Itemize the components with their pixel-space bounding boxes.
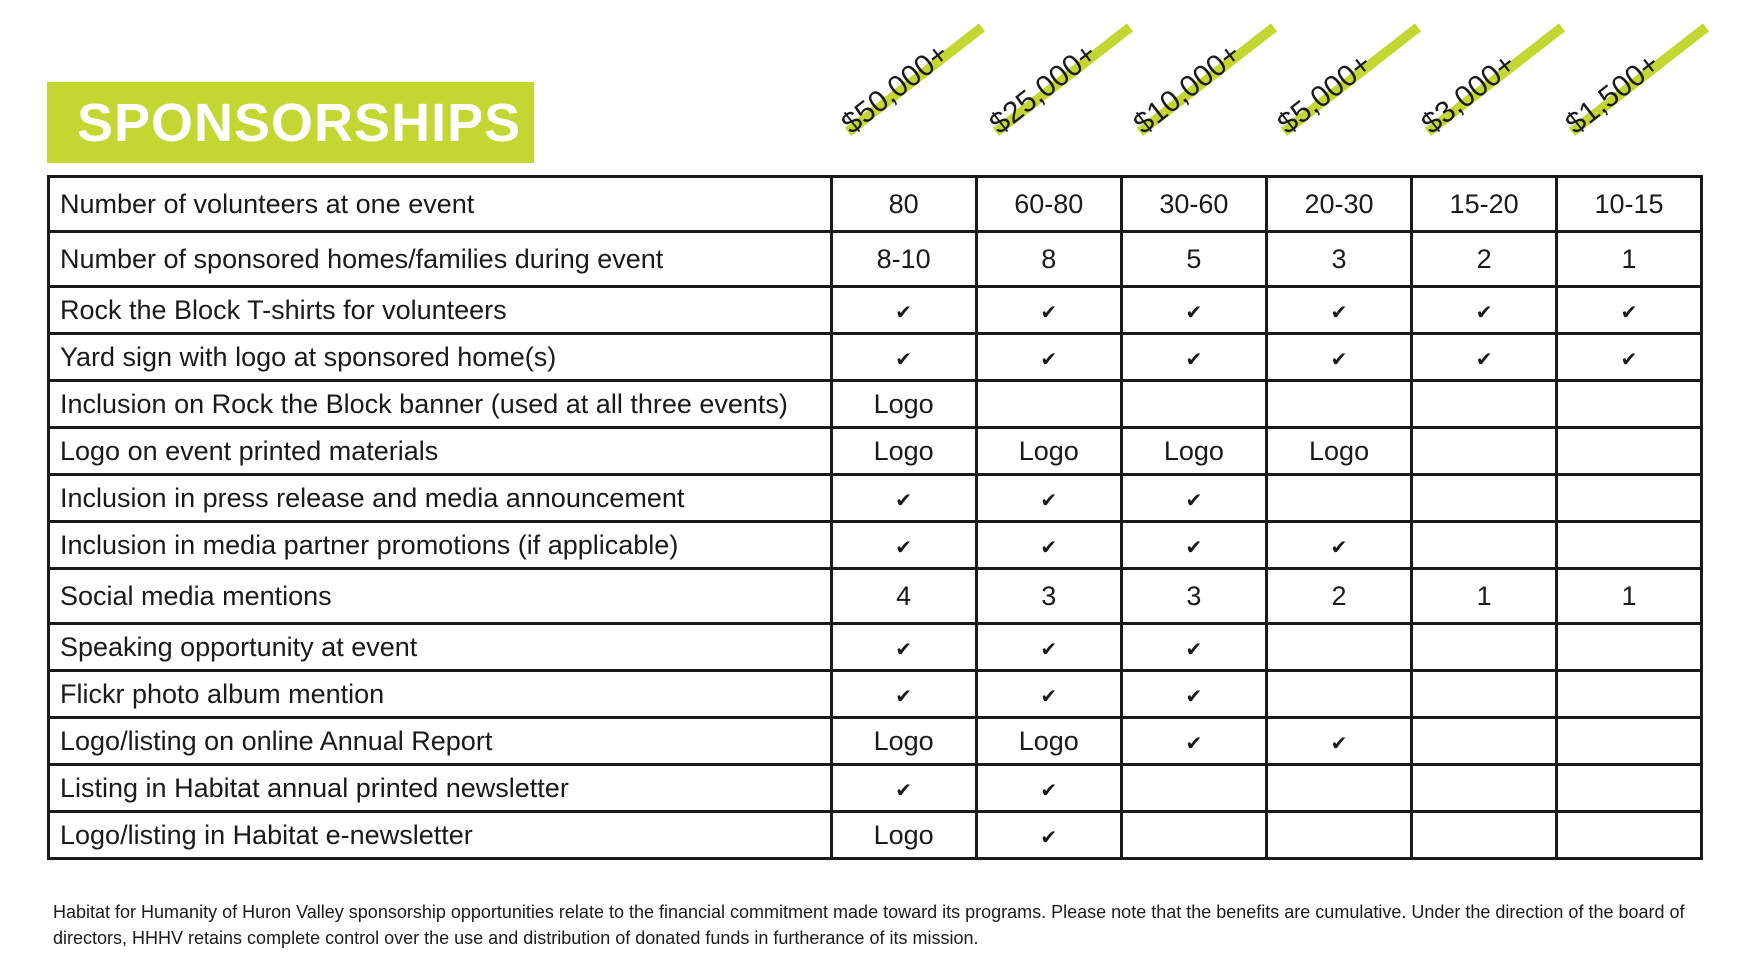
value-cell: 10-15 — [1557, 177, 1702, 232]
empty-cell — [1121, 812, 1266, 859]
checkmark-icon: ✔ — [895, 489, 913, 512]
empty-cell — [1266, 765, 1411, 812]
checkmark-icon: ✔ — [1185, 489, 1203, 512]
tier-header — [1559, 35, 1712, 185]
value-cell: 3 — [1121, 569, 1266, 624]
tier-label: $25,000+ — [983, 37, 1104, 141]
checkmark-icon: ✔ — [1185, 536, 1203, 559]
checkmark-icon: ✔ — [1475, 348, 1493, 371]
check-cell — [976, 334, 1121, 381]
check-cell — [831, 522, 976, 569]
table-row — [49, 232, 1702, 287]
row-label: Inclusion in media partner promotions (if applicable) — [49, 522, 832, 569]
empty-cell — [976, 381, 1121, 428]
value-cell: 8-10 — [831, 232, 976, 287]
value-cell: 80 — [831, 177, 976, 232]
empty-cell — [1412, 428, 1557, 475]
row-label: Rock the Block T-shirts for volunteers — [49, 287, 832, 334]
check-cell — [976, 671, 1121, 718]
table-row — [49, 287, 1702, 334]
table-row — [49, 428, 1702, 475]
title-banner — [47, 82, 534, 163]
checkmark-icon: ✔ — [1330, 536, 1348, 559]
check-cell — [831, 287, 976, 334]
checkmark-icon: ✔ — [1185, 638, 1203, 661]
empty-cell — [1412, 671, 1557, 718]
value-cell: 60-80 — [976, 177, 1121, 232]
check-cell — [976, 287, 1121, 334]
check-cell — [1121, 671, 1266, 718]
tier-header — [983, 35, 1136, 185]
empty-cell — [1266, 475, 1411, 522]
check-cell — [1412, 287, 1557, 334]
empty-cell — [1412, 812, 1557, 859]
table-row — [49, 334, 1702, 381]
check-cell — [1266, 522, 1411, 569]
check-cell — [1557, 287, 1702, 334]
empty-cell — [1557, 381, 1702, 428]
value-cell: 4 — [831, 569, 976, 624]
check-cell — [1412, 334, 1557, 381]
row-label: Logo/listing in Habitat e-newsletter — [49, 812, 832, 859]
tier-label: $10,000+ — [1127, 37, 1248, 141]
check-cell — [831, 624, 976, 671]
empty-cell — [1266, 624, 1411, 671]
table-row — [49, 765, 1702, 812]
row-label: Flickr photo album mention — [49, 671, 832, 718]
value-cell: 2 — [1412, 232, 1557, 287]
table-row — [49, 718, 1702, 765]
empty-cell — [1557, 475, 1702, 522]
check-cell — [976, 624, 1121, 671]
value-cell: 8 — [976, 232, 1121, 287]
checkmark-icon: ✔ — [1040, 685, 1058, 708]
check-cell — [976, 522, 1121, 569]
check-cell — [1121, 718, 1266, 765]
check-cell — [831, 334, 976, 381]
value-cell: Logo — [831, 812, 976, 859]
checkmark-icon: ✔ — [1185, 732, 1203, 755]
check-cell — [976, 765, 1121, 812]
check-cell — [976, 812, 1121, 859]
check-cell — [831, 475, 976, 522]
check-cell — [1121, 475, 1266, 522]
row-label: Logo on event printed materials — [49, 428, 832, 475]
empty-cell — [1557, 812, 1702, 859]
checkmark-icon: ✔ — [1330, 348, 1348, 371]
table-row — [49, 624, 1702, 671]
check-cell — [1557, 334, 1702, 381]
check-cell — [1121, 522, 1266, 569]
tier-header — [835, 35, 988, 185]
row-label: Social media mentions — [49, 569, 832, 624]
check-cell — [1121, 624, 1266, 671]
table-row — [49, 522, 1702, 569]
row-label: Inclusion in press release and media announcement — [49, 475, 832, 522]
empty-cell — [1557, 428, 1702, 475]
empty-cell — [1557, 522, 1702, 569]
value-cell: Logo — [976, 428, 1121, 475]
table-row — [49, 569, 1702, 624]
value-cell: Logo — [831, 718, 976, 765]
check-cell — [1121, 334, 1266, 381]
value-cell: 1 — [1557, 569, 1702, 624]
checkmark-icon: ✔ — [1185, 301, 1203, 324]
checkmark-icon: ✔ — [1040, 536, 1058, 559]
sponsorship-table — [47, 175, 1703, 860]
empty-cell — [1412, 718, 1557, 765]
checkmark-icon: ✔ — [1620, 301, 1638, 324]
value-cell: 1 — [1412, 569, 1557, 624]
value-cell: Logo — [1266, 428, 1411, 475]
tier-label: $5,000+ — [1271, 47, 1378, 141]
checkmark-icon: ✔ — [895, 348, 913, 371]
row-label: Speaking opportunity at event — [49, 624, 832, 671]
checkmark-icon: ✔ — [895, 536, 913, 559]
checkmark-icon: ✔ — [1475, 301, 1493, 324]
empty-cell — [1412, 624, 1557, 671]
checkmark-icon: ✔ — [895, 638, 913, 661]
checkmark-icon: ✔ — [895, 685, 913, 708]
tier-header — [1127, 35, 1280, 185]
value-cell: 3 — [1266, 232, 1411, 287]
check-cell — [1266, 287, 1411, 334]
empty-cell — [1557, 718, 1702, 765]
empty-cell — [1412, 475, 1557, 522]
value-cell: Logo — [831, 428, 976, 475]
tier-header — [1415, 35, 1568, 185]
table-row — [49, 475, 1702, 522]
check-cell — [1121, 287, 1266, 334]
checkmark-icon: ✔ — [895, 779, 913, 802]
checkmark-icon: ✔ — [895, 301, 913, 324]
row-label: Listing in Habitat annual printed newsletter — [49, 765, 832, 812]
checkmark-icon: ✔ — [1040, 348, 1058, 371]
value-cell: 2 — [1266, 569, 1411, 624]
check-cell — [1266, 718, 1411, 765]
check-cell — [831, 671, 976, 718]
value-cell: 30-60 — [1121, 177, 1266, 232]
tier-label: $3,000+ — [1415, 47, 1522, 141]
empty-cell — [1412, 765, 1557, 812]
value-cell: 1 — [1557, 232, 1702, 287]
checkmark-icon: ✔ — [1185, 348, 1203, 371]
empty-cell — [1412, 522, 1557, 569]
empty-cell — [1121, 381, 1266, 428]
page-title: SPONSORSHIPS — [77, 92, 522, 153]
check-cell — [976, 475, 1121, 522]
checkmark-icon: ✔ — [1330, 301, 1348, 324]
checkmark-icon: ✔ — [1185, 685, 1203, 708]
empty-cell — [1266, 812, 1411, 859]
checkmark-icon: ✔ — [1620, 348, 1638, 371]
checkmark-icon: ✔ — [1040, 489, 1058, 512]
row-label: Logo/listing on online Annual Report — [49, 718, 832, 765]
table-row — [49, 177, 1702, 232]
empty-cell — [1412, 381, 1557, 428]
value-cell: Logo — [1121, 428, 1266, 475]
tier-label: $1,500+ — [1559, 47, 1666, 141]
footnote: Habitat for Humanity of Huron Valley sponsorship opportunities relate to the financial commitment made toward its programs. Please note that the benefits are cumulative. Under the direction of the board of directors, HHHV retains complete control over the use and distribution of donated funds in furtherance of its mission. — [53, 902, 1685, 948]
row-label: Number of sponsored homes/families during event — [49, 232, 832, 287]
empty-cell — [1266, 381, 1411, 428]
tier-header — [1271, 35, 1424, 185]
row-label: Inclusion on Rock the Block banner (used at all three events) — [49, 381, 832, 428]
table-row — [49, 812, 1702, 859]
check-cell — [831, 765, 976, 812]
empty-cell — [1266, 671, 1411, 718]
empty-cell — [1557, 765, 1702, 812]
empty-cell — [1557, 671, 1702, 718]
row-label: Number of volunteers at one event — [49, 177, 832, 232]
check-cell — [1266, 334, 1411, 381]
checkmark-icon: ✔ — [1040, 779, 1058, 802]
value-cell: Logo — [831, 381, 976, 428]
checkmark-icon: ✔ — [1040, 826, 1058, 849]
empty-cell — [1557, 624, 1702, 671]
table-row — [49, 381, 1702, 428]
table-row — [49, 671, 1702, 718]
empty-cell — [1121, 765, 1266, 812]
value-cell: 20-30 — [1266, 177, 1411, 232]
checkmark-icon: ✔ — [1040, 301, 1058, 324]
row-label: Yard sign with logo at sponsored home(s) — [49, 334, 832, 381]
value-cell: 5 — [1121, 232, 1266, 287]
checkmark-icon: ✔ — [1330, 732, 1348, 755]
tier-label: $50,000+ — [835, 37, 956, 141]
value-cell: 3 — [976, 569, 1121, 624]
value-cell: Logo — [976, 718, 1121, 765]
checkmark-icon: ✔ — [1040, 638, 1058, 661]
value-cell: 15-20 — [1412, 177, 1557, 232]
